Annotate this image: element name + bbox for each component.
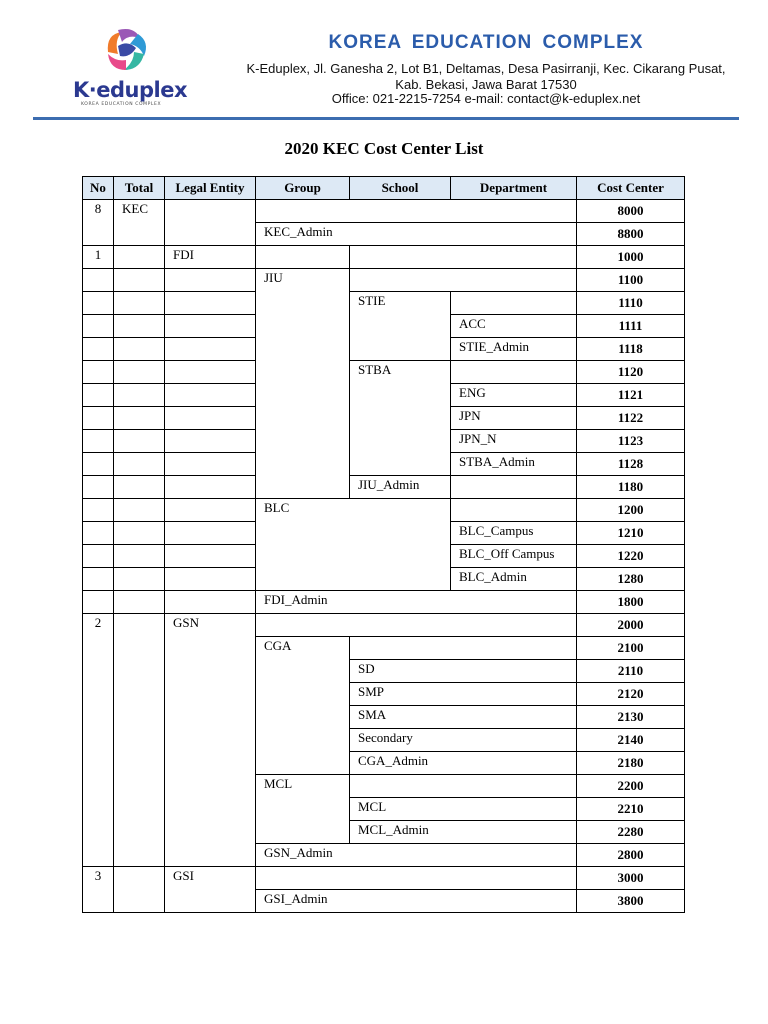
col-header-department: Department xyxy=(451,177,577,200)
logo-tagline: KOREA EDUCATION COMPLEX xyxy=(81,102,162,107)
cell-no: 1 xyxy=(83,246,114,269)
col-header-school: School xyxy=(350,177,451,200)
cell-cost-center: 2130 xyxy=(577,706,685,729)
cell-legal-entity xyxy=(165,476,256,499)
address-line-1: K-Eduplex, Jl. Ganesha 2, Lot B1, Deltamas, Desa Pasirranji, Kec. Cikarang Pusat, xyxy=(246,61,726,76)
cost-center-table xyxy=(82,176,685,913)
cell-legal-entity xyxy=(165,568,256,591)
cell-school: STBA xyxy=(350,361,451,476)
cell-cost-center: 2280 xyxy=(577,821,685,844)
cell-school xyxy=(350,246,577,269)
cell-cost-center: 2140 xyxy=(577,729,685,752)
document-title: 2020 KEC Cost Center List xyxy=(284,139,484,158)
cell-group: CGA xyxy=(256,637,350,775)
cell-department: JPN xyxy=(451,407,577,430)
cell-group: GSI_Admin xyxy=(256,890,577,913)
table-row xyxy=(83,499,685,522)
col-header-no: No xyxy=(83,177,114,200)
cell-cost-center: 1180 xyxy=(577,476,685,499)
col-header-total: Total xyxy=(114,177,165,200)
cell-no xyxy=(83,453,114,476)
cell-legal-entity xyxy=(165,407,256,430)
cell-cost-center: 2100 xyxy=(577,637,685,660)
cell-legal-entity: FDI xyxy=(165,246,256,269)
cell-no xyxy=(83,568,114,591)
cell-no xyxy=(83,315,114,338)
cell-school: SMA xyxy=(350,706,577,729)
cell-school xyxy=(350,637,577,660)
table-row xyxy=(83,591,685,614)
cell-legal-entity xyxy=(165,591,256,614)
k-eduplex-logo xyxy=(68,26,188,108)
cell-total xyxy=(114,545,165,568)
cell-total xyxy=(114,499,165,522)
cell-total xyxy=(114,522,165,545)
cell-school: CGA_Admin xyxy=(350,752,577,775)
cell-legal-entity xyxy=(165,200,256,246)
table-row xyxy=(83,269,685,292)
cell-total xyxy=(114,407,165,430)
table-row xyxy=(83,292,685,315)
cell-cost-center: 2180 xyxy=(577,752,685,775)
cell-group: GSN_Admin xyxy=(256,844,577,867)
cell-school: JIU_Admin xyxy=(350,476,451,499)
cell-legal-entity xyxy=(165,430,256,453)
cell-no xyxy=(83,384,114,407)
cell-legal-entity xyxy=(165,453,256,476)
cell-cost-center: 3000 xyxy=(577,867,685,890)
cell-legal-entity xyxy=(165,269,256,292)
cell-cost-center: 8800 xyxy=(577,223,685,246)
cell-school xyxy=(350,269,577,292)
cell-group: MCL xyxy=(256,775,350,844)
cell-no: 3 xyxy=(83,867,114,913)
cell-department: STBA_Admin xyxy=(451,453,577,476)
cell-cost-center: 8000 xyxy=(577,200,685,223)
logo-wordmark: K·eduplex xyxy=(73,78,187,102)
cell-cost-center: 1220 xyxy=(577,545,685,568)
table-header-row xyxy=(83,177,685,200)
cell-legal-entity xyxy=(165,499,256,522)
logo-emblem-icon xyxy=(100,26,156,76)
cell-department xyxy=(451,361,577,384)
cell-legal-entity xyxy=(165,292,256,315)
cell-group: BLC xyxy=(256,499,451,591)
cell-department: BLC_Admin xyxy=(451,568,577,591)
cell-total: KEC xyxy=(114,200,165,246)
col-header-cost-center: Cost Center xyxy=(577,177,685,200)
cell-legal-entity xyxy=(165,545,256,568)
table-row xyxy=(83,246,685,269)
cell-cost-center: 2120 xyxy=(577,683,685,706)
address-line-2: Kab. Bekasi, Jawa Barat 17530 xyxy=(395,77,577,92)
contact-line: Office: 021-2215-7254 e-mail: contact@k-eduplex.net xyxy=(331,91,641,106)
cell-no xyxy=(83,292,114,315)
cell-total xyxy=(114,476,165,499)
cell-school: MCL_Admin xyxy=(350,821,577,844)
cell-school xyxy=(350,775,577,798)
table-row xyxy=(83,361,685,384)
cell-no xyxy=(83,522,114,545)
cell-cost-center: 3800 xyxy=(577,890,685,913)
cell-total xyxy=(114,315,165,338)
cell-group: JIU xyxy=(256,269,350,499)
cell-cost-center: 2200 xyxy=(577,775,685,798)
cell-department xyxy=(451,476,577,499)
cell-department xyxy=(451,292,577,315)
organization-name: KOREA EDUCATION COMPLEX xyxy=(328,32,644,53)
cell-total xyxy=(114,384,165,407)
cell-school: SD xyxy=(350,660,577,683)
cell-total xyxy=(114,430,165,453)
table-row xyxy=(83,476,685,499)
header-divider xyxy=(33,117,739,120)
cell-cost-center: 1123 xyxy=(577,430,685,453)
cell-cost-center: 1100 xyxy=(577,269,685,292)
cell-total xyxy=(114,867,165,913)
cell-total xyxy=(114,246,165,269)
cell-department: BLC_Campus xyxy=(451,522,577,545)
cell-no xyxy=(83,361,114,384)
cell-department: ACC xyxy=(451,315,577,338)
cell-total xyxy=(114,292,165,315)
cell-group xyxy=(256,867,577,890)
cell-no xyxy=(83,545,114,568)
cell-total xyxy=(114,614,165,867)
cell-total xyxy=(114,338,165,361)
cell-group: FDI_Admin xyxy=(256,591,577,614)
cell-cost-center: 1110 xyxy=(577,292,685,315)
cell-cost-center: 2110 xyxy=(577,660,685,683)
cell-school: SMP xyxy=(350,683,577,706)
cell-total xyxy=(114,453,165,476)
cell-cost-center: 1121 xyxy=(577,384,685,407)
cell-department: BLC_Off Campus xyxy=(451,545,577,568)
cell-group xyxy=(256,200,577,223)
cell-cost-center: 2800 xyxy=(577,844,685,867)
cell-no xyxy=(83,269,114,292)
cell-department: STIE_Admin xyxy=(451,338,577,361)
cell-no xyxy=(83,591,114,614)
cell-total xyxy=(114,361,165,384)
cell-legal-entity: GSN xyxy=(165,614,256,867)
cell-department: ENG xyxy=(451,384,577,407)
cell-no xyxy=(83,407,114,430)
cell-legal-entity xyxy=(165,361,256,384)
col-header-legal-entity: Legal Entity xyxy=(165,177,256,200)
cell-group xyxy=(256,246,350,269)
table-row xyxy=(83,614,685,637)
cell-cost-center: 1111 xyxy=(577,315,685,338)
cell-group: KEC_Admin xyxy=(256,223,577,246)
table-row xyxy=(83,200,685,223)
cell-school: MCL xyxy=(350,798,577,821)
cell-total xyxy=(114,568,165,591)
cell-no xyxy=(83,476,114,499)
cell-cost-center: 1122 xyxy=(577,407,685,430)
cell-no xyxy=(83,499,114,522)
cell-legal-entity xyxy=(165,384,256,407)
cell-cost-center: 1128 xyxy=(577,453,685,476)
cell-legal-entity xyxy=(165,338,256,361)
cell-cost-center: 1120 xyxy=(577,361,685,384)
cell-cost-center: 1280 xyxy=(577,568,685,591)
cell-no xyxy=(83,338,114,361)
cell-department xyxy=(451,499,577,522)
cell-school: Secondary xyxy=(350,729,577,752)
cell-group xyxy=(256,614,577,637)
col-header-group: Group xyxy=(256,177,350,200)
cell-cost-center: 2000 xyxy=(577,614,685,637)
cell-cost-center: 1000 xyxy=(577,246,685,269)
cell-no: 2 xyxy=(83,614,114,867)
cell-no: 8 xyxy=(83,200,114,246)
cell-school: STIE xyxy=(350,292,451,361)
cell-legal-entity xyxy=(165,315,256,338)
cell-cost-center: 1210 xyxy=(577,522,685,545)
cell-cost-center: 1800 xyxy=(577,591,685,614)
cell-cost-center: 1200 xyxy=(577,499,685,522)
table-row xyxy=(83,867,685,890)
cell-legal-entity xyxy=(165,522,256,545)
cell-total xyxy=(114,591,165,614)
cell-cost-center: 2210 xyxy=(577,798,685,821)
cell-no xyxy=(83,430,114,453)
cell-cost-center: 1118 xyxy=(577,338,685,361)
cell-total xyxy=(114,269,165,292)
cell-department: JPN_N xyxy=(451,430,577,453)
cell-legal-entity: GSI xyxy=(165,867,256,913)
